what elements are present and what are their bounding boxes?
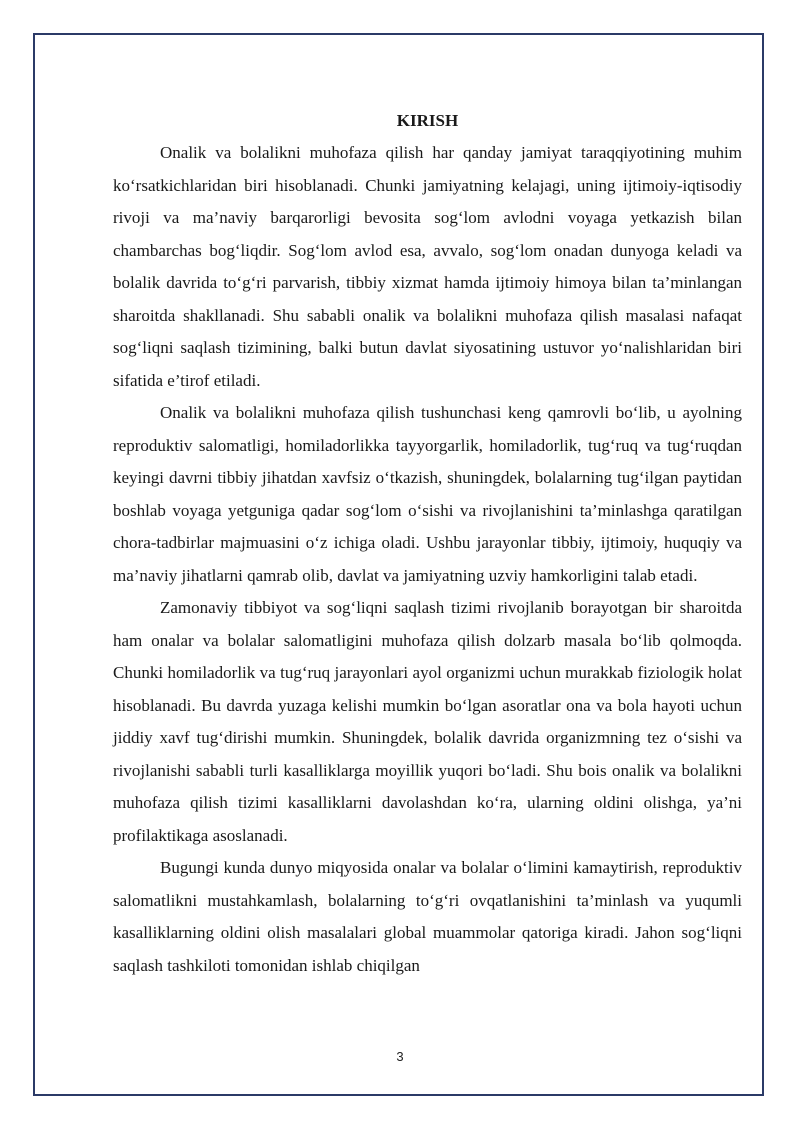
paragraph-4: Bugungi kunda dunyo miqyosida onalar va bolalar o‘limini kamaytirish, reproduktiv salomatlikni mustahkamlash, bolalarning to‘g‘ri ovqatlanishini ta’minlash va yuqumli kasalliklarning oldini olish masalalari global muammolar qatoriga kiradi. Jahon sog‘liqni saqlash tashkiloti tomonidan ishlab chiqilgan bbox=[113, 858, 742, 975]
paragraph-2: Onalik va bolalikni muhofaza qilish tushunchasi keng qamrovli bo‘lib, u ayolning reproduktiv salomatligi, homiladorlikka tayyorgarlik, homiladorlik, tug‘ruq va tug‘ruqdan keyingi davrni tibbiy jihatdan xavfsiz o‘tkazish, shuningdek, bolalarning tug‘ilgan paytidan boshlab voyaga yetguniga qadar sog‘lom o‘sishi va rivojlanishini ta’minlashga qaratilgan chora-tadbirlar majmuasini o‘z ichiga oladi. Ushbu jarayonlar tibbiy, ijtimoiy, huquqiy va ma’naviy jihatlarni qamrab olib, davlat va jamiyatning uzviy hamkorligini talab etadi. bbox=[113, 403, 742, 585]
section-title: KIRISH bbox=[396, 111, 459, 130]
document-body bbox=[113, 110, 742, 982]
paragraph-3: Zamonaviy tibbiyot va sog‘liqni saqlash tizimi rivojlanib borayotgan bir sharoitda ham onalar va bolalar salomatligini muhofaza qilish dolzarb masala bo‘lib qolmoqda. Chunki homiladorlik va tug‘ruq jarayonlari ayol organizmi uchun murakkab fiziologik holat hisoblanadi. Bu davrda yuzaga kelishi mumkin bo‘lgan asoratlar ona va bola hayoti uchun jiddiy xavf tug‘dirishi mumkin. Shuningdek, bolalik davrida organizmning tez o‘sishi va rivojlanishi sababli turli kasalliklarga moyillik yuqori bo‘ladi. Shu bois onalik va bolalikni muhofaza qilish tizimi kasalliklarni davolashdan ko‘ra, ularning oldini olishga, ya’ni profilaktikaga asoslanadi. bbox=[113, 598, 742, 845]
paragraph-1: Onalik va bolalikni muhofaza qilish har qanday jamiyat taraqqiyotining muhim ko‘rsatkichlaridan biri hisoblanadi. Chunki jamiyatning kelajagi, uning ijtimoiy-iqtisodiy rivoji va ma’naviy barqarorligi bevosita sog‘lom avlodni voyaga yetkazish bilan chambarchas bog‘liqdir. Sog‘lom avlod esa, avvalo, sog‘lom onadan dunyoga keladi va bolalik davrida to‘g‘ri parvarish, tibbiy xizmat hamda ijtimoiy himoya bilan ta’minlangan sharoitda shakllanadi. Shu sababli onalik va bolalikni muhofaza qilish masalasi nafaqat sog‘liqni saqlash tizimining, balki butun davlat siyosatining ustuvor yo‘nalishlaridan biri sifatida e’tirof etiladi. bbox=[113, 143, 742, 390]
page-number: 3 bbox=[396, 1049, 404, 1064]
